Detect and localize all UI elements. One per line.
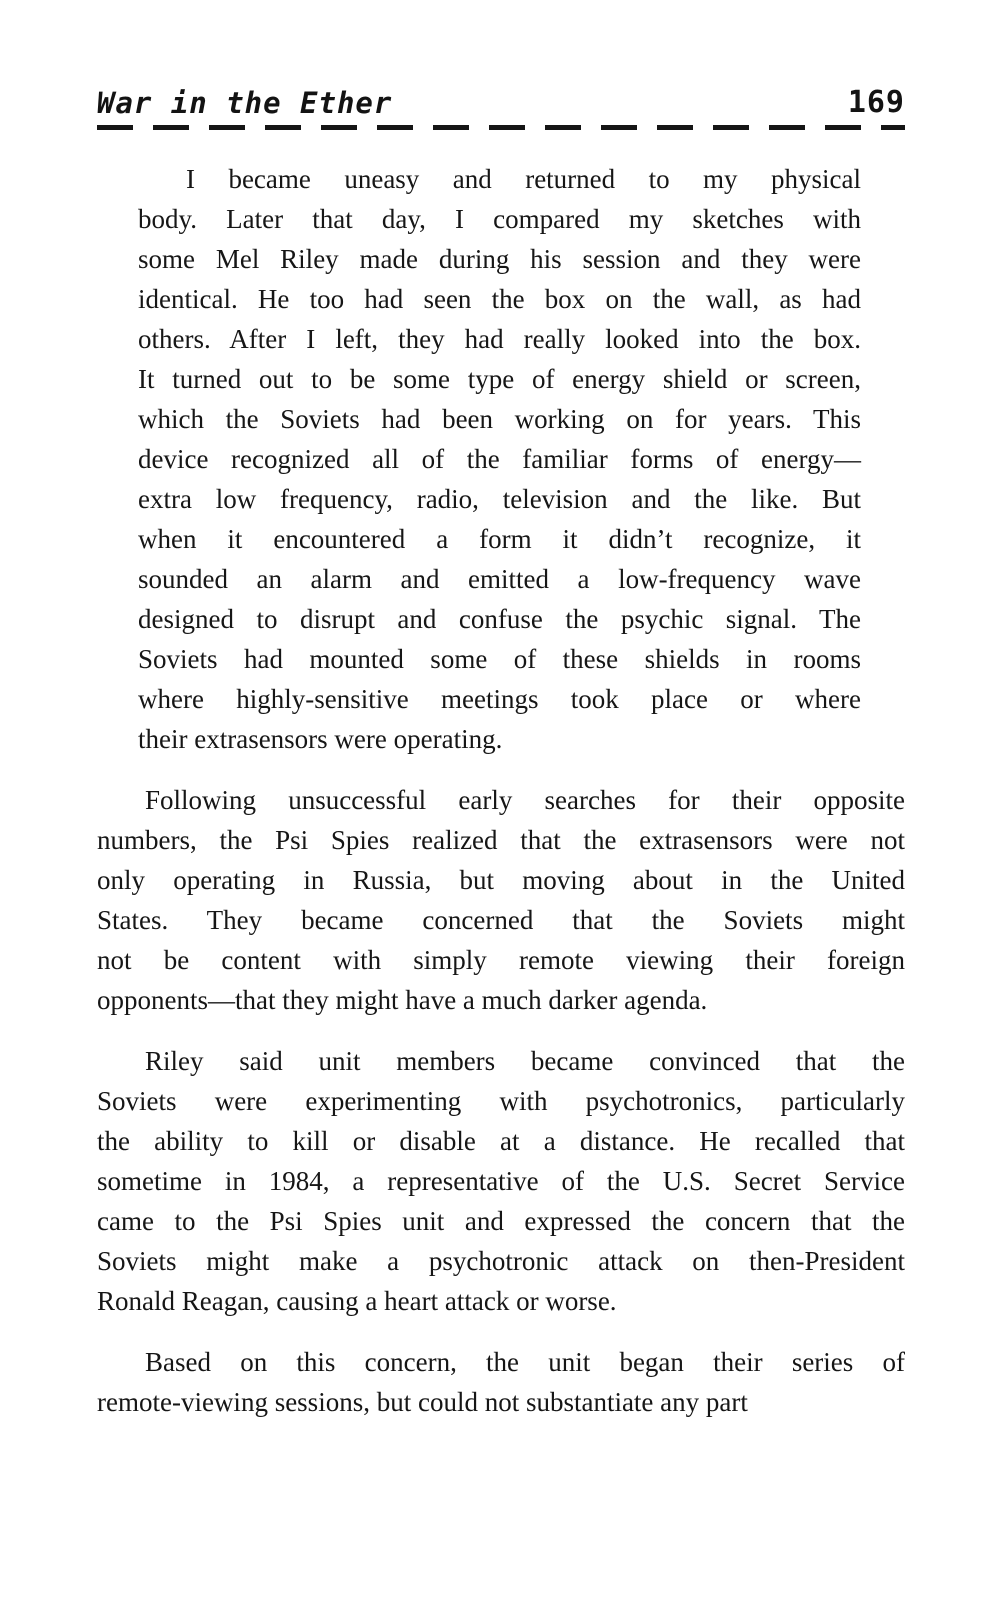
text-line: designed to disrupt and confuse the psychic signal. The xyxy=(138,604,861,634)
text-line: sometime in 1984, a representative of the U.S. Secret Service xyxy=(97,1166,905,1196)
dashed-rule xyxy=(97,125,905,130)
text-line: device recognized all of the familiar forms of energy— xyxy=(138,444,861,474)
running-header-title: War in the Ether xyxy=(97,86,393,120)
text-line: where highly-sensitive meetings took place or where xyxy=(138,684,861,714)
text-line: It turned out to be some type of energy shield or screen, xyxy=(138,364,861,394)
text-line: body. Later that day, I compared my sketches with xyxy=(138,204,861,234)
paragraph xyxy=(97,780,905,1020)
page-body xyxy=(97,159,905,1422)
text-line: Soviets were experimenting with psychotronics, particularly xyxy=(97,1086,905,1116)
text-line: numbers, the Psi Spies realized that the extrasensors were not xyxy=(97,825,905,855)
text-line: Following unsuccessful early searches for their opposite xyxy=(145,785,905,815)
text-line: remote-viewing sessions, but could not substantiate any part xyxy=(97,1387,748,1417)
text-line: not be content with simply remote viewing their foreign xyxy=(97,945,905,975)
text-line: I became uneasy and returned to my physical xyxy=(186,164,861,194)
text-line: Ronald Reagan, causing a heart attack or worse. xyxy=(97,1286,617,1316)
text-line: States. They became concerned that the Soviets might xyxy=(97,905,905,935)
text-line: Soviets had mounted some of these shields in rooms xyxy=(138,644,861,674)
text-line: the ability to kill or disable at a distance. He recalled that xyxy=(97,1126,905,1156)
paragraph xyxy=(97,1041,905,1321)
text-line: sounded an alarm and emitted a low-frequency wave xyxy=(138,564,861,594)
page-number: 169 xyxy=(847,85,905,120)
text-line: Based on this concern, the unit began their series of xyxy=(145,1347,905,1377)
text-line: extra low frequency, radio, television and the like. But xyxy=(138,484,861,514)
text-line: opponents—that they might have a much darker agenda. xyxy=(97,985,708,1015)
text-line: others. After I left, they had really looked into the box. xyxy=(138,324,861,354)
text-line: when it encountered a form it didn’t recognize, it xyxy=(138,524,861,554)
text-line: which the Soviets had been working on for years. This xyxy=(138,404,861,434)
text-line: identical. He too had seen the box on the wall, as had xyxy=(138,284,861,314)
text-line: came to the Psi Spies unit and expressed the concern that the xyxy=(97,1206,905,1236)
extract-paragraph xyxy=(97,159,905,759)
text-line: Soviets might make a psychotronic attack on then-President xyxy=(97,1246,905,1276)
running-header xyxy=(97,86,905,120)
text-line: Riley said unit members became convinced that the xyxy=(145,1046,905,1076)
text-line: only operating in Russia, but moving about in the United xyxy=(97,865,905,895)
paragraph xyxy=(97,1342,905,1422)
text-line: their extrasensors were operating. xyxy=(138,724,503,754)
text-line: some Mel Riley made during his session and they were xyxy=(138,244,861,274)
